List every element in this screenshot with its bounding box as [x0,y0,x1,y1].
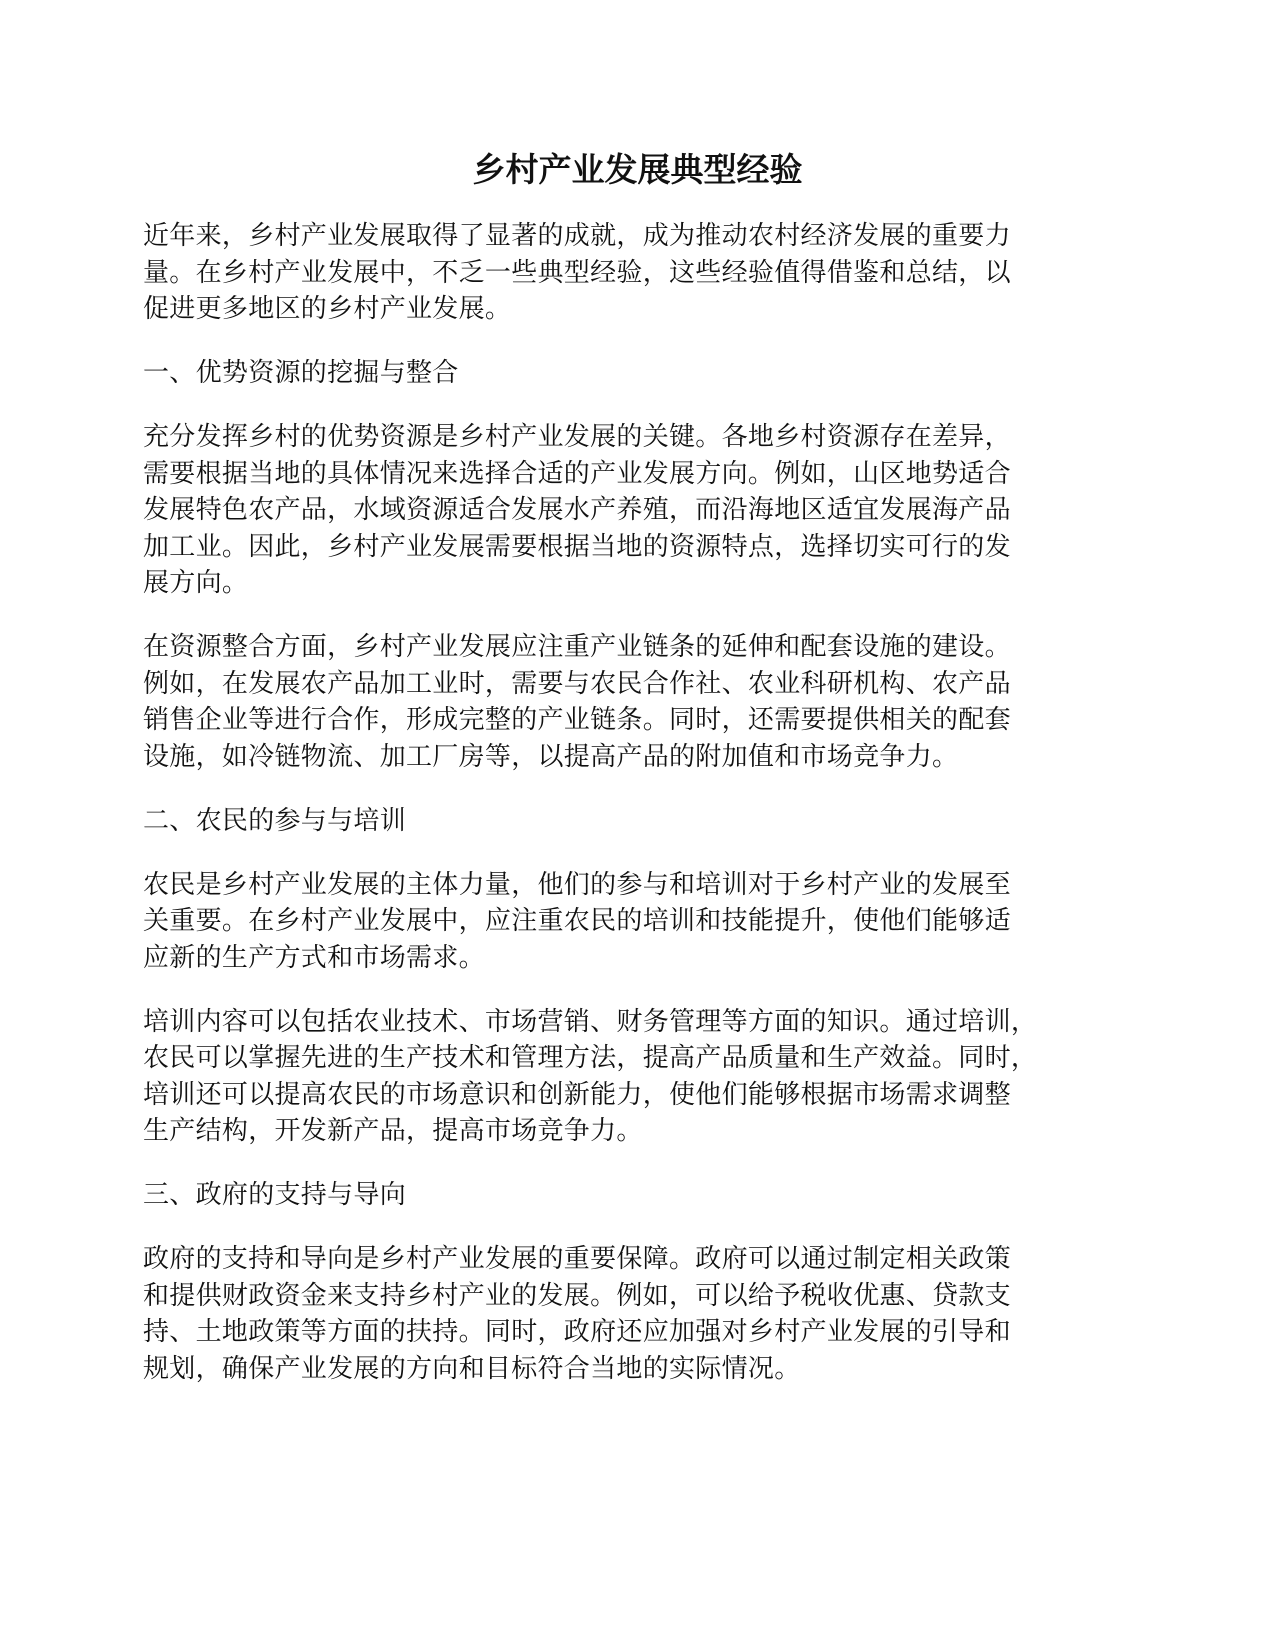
text-line: 政府的支持和导向是乡村产业发展的重要保障。政府可以通过制定相关政策 [143,1244,1011,1274]
section-heading [143,803,1143,840]
text-line: 加工业。因此，乡村产业发展需要根据当地的资源特点，选择切实可行的发 [143,531,1011,562]
paragraph [143,419,1143,602]
document-title: 乡村产业发展典型经验 [472,150,803,189]
text-line: 促进更多地区的乡村产业发展。 [143,294,512,324]
paragraph [143,1241,1143,1387]
text-line: 一、优势资源的挖掘与整合 [143,358,459,388]
text-line: 例如，在发展农产品加工业时，需要与农民合作社、农业科研机构、农产品 [143,668,1011,699]
paragraph [143,629,1143,775]
text-line: 应新的生产方式和市场需求。 [143,942,485,973]
section-heading [143,355,1143,392]
text-line: 关重要。在乡村产业发展中，应注重农民的培训和技能提升，使他们能够适 [143,906,1011,936]
text-line: 持、土地政策等方面的扶持。同时，政府还应加强对乡村产业发展的引导和 [143,1317,1011,1347]
text-line: 培训还可以提高农民的市场意识和创新能力，使他们能够根据市场需求调整 [143,1079,1011,1110]
paragraph [143,867,1143,977]
text-line: 设施，如冷链物流、加工厂房等，以提高产品的附加值和市场竞争力。 [143,741,959,772]
text-line: 发展特色农产品，水域资源适合发展水产养殖，而沿海地区适宜发展海产品 [143,495,1011,525]
text-line: 在资源整合方面，乡村产业发展应注重产业链条的延伸和配套设施的建设。 [143,632,1011,662]
text-line: 规划，确保产业发展的方向和目标符合当地的实际情况。 [143,1353,801,1384]
text-line: 近年来，乡村产业发展取得了显著的成就，成为推动农村经济发展的重要力 [143,221,1011,251]
section-heading [143,1177,1143,1214]
text-line: 量。在乡村产业发展中，不乏一些典型经验，这些经验值得借鉴和总结，以 [143,257,1011,288]
paragraph [143,1004,1143,1150]
text-line: 展方向。 [143,568,249,598]
text-line: 培训内容可以包括农业技术、市场营销、财务管理等方面的知识。通过培训， [143,1006,1038,1037]
text-line: 生产结构，开发新产品，提高市场竞争力。 [143,1116,643,1146]
paragraph [143,218,1143,328]
text-line: 农民可以掌握先进的生产技术和管理方法，提高产品质量和生产效益。同时， [143,1043,1038,1073]
text-line: 和提供财政资金来支持乡村产业的发展。例如，可以给予税收优惠、贷款支 [143,1280,1011,1311]
text-line: 充分发挥乡村的优势资源是乡村产业发展的关键。各地乡村资源存在差异， [143,422,1011,452]
text-line: 销售企业等进行合作，形成完整的产业链条。同时，还需要提供相关的配套 [143,705,1011,735]
document-body [143,218,1143,1415]
text-line: 需要根据当地的具体情况来选择合适的产业发展方向。例如，山区地势适合 [143,458,1011,489]
text-line: 农民是乡村产业发展的主体力量，他们的参与和培训对于乡村产业的发展至 [143,869,1011,900]
text-line: 三、政府的支持与导向 [143,1180,407,1210]
text-line: 二、农民的参与与培训 [143,805,407,836]
